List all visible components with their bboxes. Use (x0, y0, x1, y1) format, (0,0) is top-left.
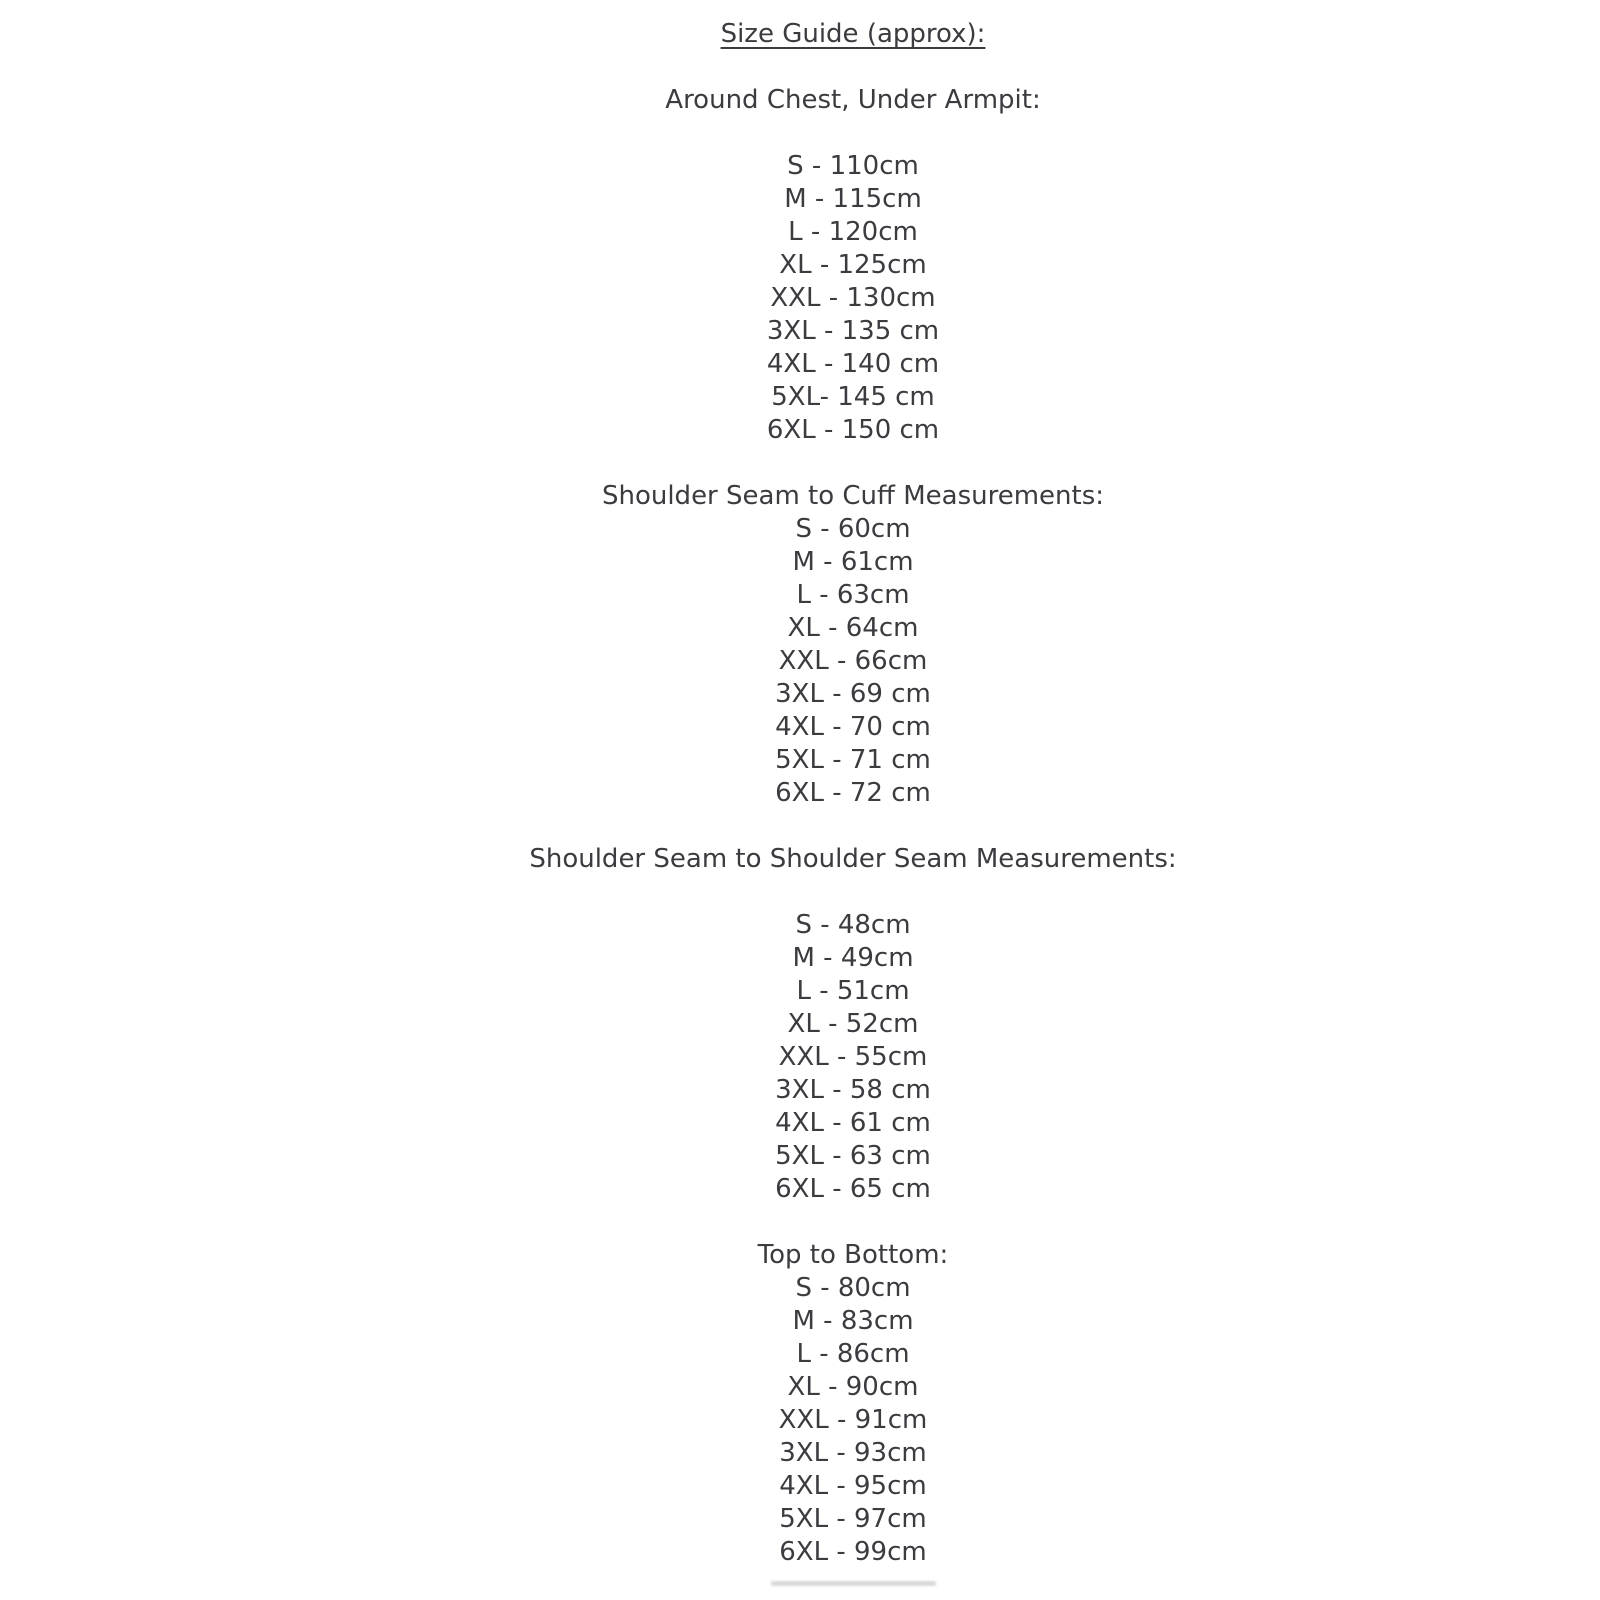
section-heading: Shoulder Seam to Shoulder Seam Measurements: (529, 844, 1177, 874)
spacer (106, 810, 1600, 843)
spacer (106, 1206, 1600, 1239)
size-row: 6XL - 72 cm (775, 778, 931, 808)
size-row: M - 61cm (792, 547, 914, 577)
size-row: S - 110cm (787, 151, 919, 181)
size-row: M - 115cm (784, 184, 922, 214)
page-title: Size Guide (approx): (720, 19, 986, 49)
size-row: XXL - 130cm (770, 283, 936, 313)
size-row: 3XL - 58 cm (775, 1075, 931, 1105)
size-row: XXL - 91cm (778, 1405, 928, 1435)
size-row: 4XL - 61 cm (775, 1108, 931, 1138)
size-row: XL - 64cm (787, 613, 919, 643)
size-row: XL - 52cm (787, 1009, 919, 1039)
size-row: L - 51cm (796, 976, 910, 1006)
size-row: S - 80cm (795, 1273, 911, 1303)
size-row: S - 48cm (795, 910, 911, 940)
size-row: 6XL - 99cm (779, 1537, 927, 1567)
spacer (106, 51, 1600, 84)
size-row: 4XL - 95cm (779, 1471, 927, 1501)
section-around-chest (106, 84, 1600, 447)
size-row: 4XL - 70 cm (775, 712, 931, 742)
size-row: 3XL - 135 cm (766, 316, 940, 346)
size-row: M - 83cm (792, 1306, 914, 1336)
size-row: 5XL - 63 cm (775, 1141, 931, 1171)
size-row: 3XL - 69 cm (775, 679, 931, 709)
size-row: XL - 125cm (779, 250, 927, 280)
size-row: 4XL - 140 cm (766, 349, 940, 379)
size-row: 3XL - 93cm (779, 1438, 927, 1468)
section-heading: Around Chest, Under Armpit: (665, 85, 1041, 115)
spacer (106, 447, 1600, 480)
size-row: 6XL - 150 cm (766, 415, 940, 445)
size-row: 6XL - 65 cm (775, 1174, 931, 1204)
size-row: XXL - 55cm (778, 1042, 928, 1072)
size-row: M - 49cm (792, 943, 914, 973)
size-row: L - 120cm (788, 217, 918, 247)
spacer (106, 876, 1600, 909)
section-heading: Top to Bottom: (757, 1240, 949, 1270)
size-row: S - 60cm (795, 514, 911, 544)
section-heading: Shoulder Seam to Cuff Measurements: (601, 481, 1105, 511)
cutoff-text-smudge (771, 1581, 936, 1586)
size-row: 5XL - 71 cm (775, 745, 931, 775)
size-row: 5XL- 145 cm (771, 382, 935, 412)
size-row: L - 86cm (796, 1339, 910, 1369)
section-shoulder-to-cuff (106, 480, 1600, 810)
spacer (106, 117, 1600, 150)
section-top-to-bottom (106, 1239, 1600, 1569)
size-row: XXL - 66cm (778, 646, 928, 676)
size-row: XL - 90cm (787, 1372, 919, 1402)
size-row: 5XL - 97cm (779, 1504, 927, 1534)
section-shoulder-to-shoulder (106, 843, 1600, 1206)
size-row: L - 63cm (796, 580, 910, 610)
